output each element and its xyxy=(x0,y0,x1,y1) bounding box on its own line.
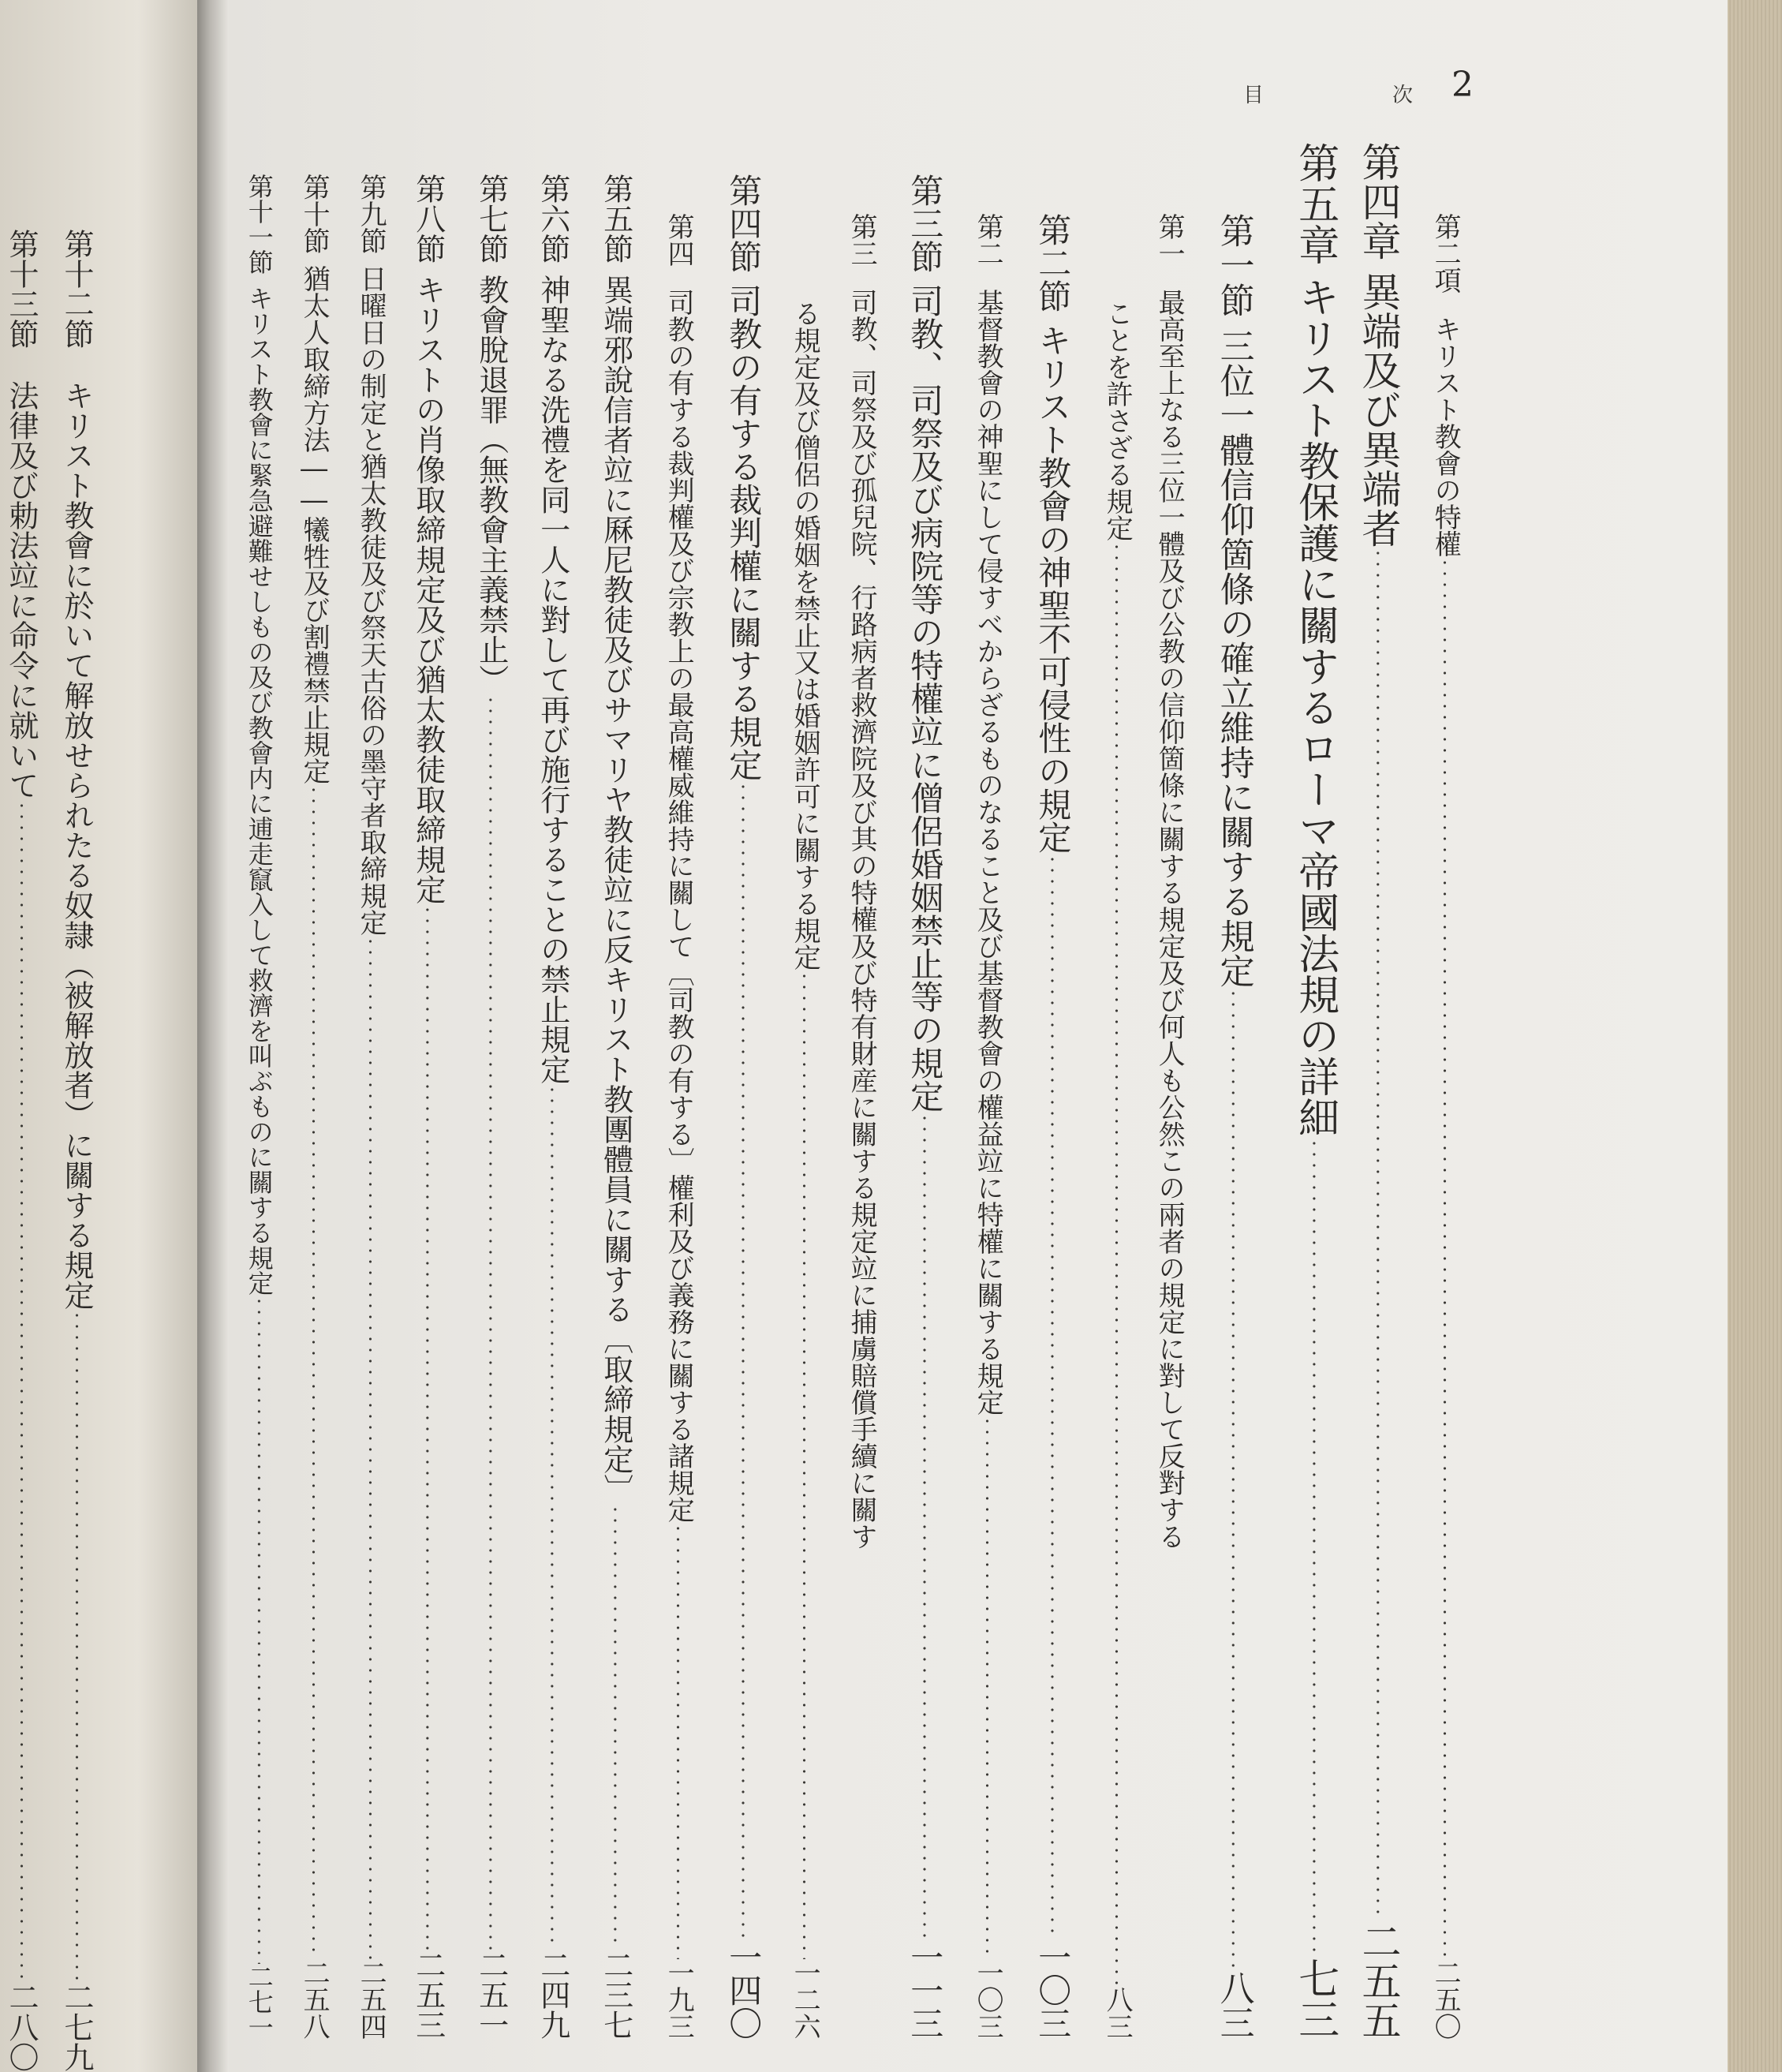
entry-title: 教會脫退罪（無教會主義禁止） xyxy=(473,275,509,694)
entry-label: 第二節 xyxy=(1033,213,1073,312)
entry-label: 第五節 xyxy=(598,174,633,264)
toc-entry xyxy=(1355,142,1401,2040)
entry-label: 第三 xyxy=(846,213,878,267)
leader-dots xyxy=(55,1310,99,1982)
leader-dots xyxy=(1101,541,1132,1986)
toc-entry xyxy=(298,174,329,2040)
entry-page: 八三 xyxy=(1101,1986,1134,2040)
entry-title: 神聖なる洗禮を同一人に對して再び施行することの禁止規定 xyxy=(535,275,570,1084)
entry-page: 二五八 xyxy=(298,1959,331,2040)
entry-title: 司教の有する裁判權及び宗教上の最高權威維持に關して〔司教の有する〕權利及び義務に關する諸規定 xyxy=(663,289,695,1523)
toc-entry xyxy=(1429,213,1460,2040)
entry-title: る規定及び僧侶の婚姻を禁止又は婚姻許可に關する規定 xyxy=(789,300,821,971)
entry-page: 二三七 xyxy=(598,1950,633,2040)
entry-title: 猶太人取締方法――犧牲及び割禮禁止規定 xyxy=(298,265,331,784)
toc-entry xyxy=(789,300,820,2040)
entry-label: 第十一節 xyxy=(244,174,275,275)
leader-dots xyxy=(1033,854,1071,1940)
entry-title: キリスト教保護に關するローマ帝國法規の詳細 xyxy=(1291,276,1339,1138)
toc-entry xyxy=(473,174,508,2040)
toc-entry xyxy=(1153,213,1184,2040)
entry-page: 一四〇 xyxy=(724,1940,764,2040)
leader-dots xyxy=(410,904,445,1950)
previous-page xyxy=(0,0,197,2072)
entry-title: 日曜日の制定と猶太教徒及び祭天古俗の墨守者取締規定 xyxy=(355,265,387,936)
toc-entry xyxy=(55,229,99,2072)
entry-label: 第十二節 xyxy=(59,229,94,349)
leader-dots xyxy=(1213,988,1253,1970)
toc-entry xyxy=(245,174,274,2040)
book-gutter xyxy=(197,0,229,2072)
entry-page: 一九三 xyxy=(663,1959,695,2040)
leader-dots xyxy=(355,936,386,1959)
entry-label: 第四節 xyxy=(724,174,764,273)
toc-entry xyxy=(410,174,445,2040)
entry-title: 司教の有する裁判權に關する規定 xyxy=(724,284,764,781)
toc-entry xyxy=(1033,213,1071,2040)
entry-page: 一一三 xyxy=(906,1940,945,2040)
entry-title: キリスト教會に於いて解放せられたる奴隷（被解放者）に關する規定 xyxy=(59,380,94,1310)
entry-page: 二七九 xyxy=(59,1982,94,2072)
leader-dots xyxy=(789,971,820,1959)
entry-label: 第二 xyxy=(972,213,1004,267)
entry-label: 第二項 xyxy=(1429,213,1462,294)
entry-title: キリスト教會に緊急避難せしもの及び教會内に逋走竄入して救濟を叫ぶものに關する規定 xyxy=(244,286,275,1296)
leader-dots xyxy=(473,694,508,1950)
entry-page: 一二六 xyxy=(789,1959,821,2040)
leader-dots xyxy=(972,1416,1003,1959)
entry-page: 二五一 xyxy=(473,1950,509,2040)
entry-title: ことを許さざる規定 xyxy=(1101,300,1134,541)
toc-entry xyxy=(1291,142,1338,2040)
toc-entry xyxy=(1101,300,1132,2040)
entry-page: 一〇三 xyxy=(1033,1940,1073,2040)
leader-dots xyxy=(0,800,43,1982)
entry-label: 第一 xyxy=(1153,213,1186,267)
entry-page: 八三 xyxy=(1213,1970,1254,2040)
entry-label: 第十節 xyxy=(298,174,331,254)
toc-entry xyxy=(535,174,570,2040)
page-number: 2 xyxy=(1451,65,1474,105)
entry-label: 第五章 xyxy=(1291,142,1339,265)
toc-entry xyxy=(598,174,633,2040)
entry-label: 第七節 xyxy=(473,174,509,264)
leader-dots xyxy=(1291,1138,1338,1958)
entry-page: 二五三 xyxy=(410,1950,446,2040)
entry-title: 異端邪說信者竝に厤尼教徒及びサマリヤ教徒竝に反キリスト教團體員に關する〔取締規定〕 xyxy=(598,275,633,1504)
entry-label: 第八節 xyxy=(410,174,446,264)
toc-entry xyxy=(1213,213,1253,2040)
entry-title: キリスト教會の神聖不可侵性の規定 xyxy=(1033,324,1073,854)
entry-label: 第九節 xyxy=(355,174,387,254)
entry-page: 七三 xyxy=(1291,1958,1339,2040)
toc-entry xyxy=(355,174,386,2040)
entry-title: 法律及び勅法竝に命令に就いて xyxy=(4,380,39,800)
running-header-right: 次 xyxy=(1392,84,1414,107)
leader-dots xyxy=(906,1113,943,1940)
entry-title: 司教、司祭及び孤兒院、行路病者救濟院及び其の特權及び特有財産に關する規定竝に捕虜賠償手續に關す xyxy=(846,289,878,1550)
entry-page: 一〇三 xyxy=(972,1959,1004,2040)
toc-entry xyxy=(846,213,876,2040)
entry-title: キリスト教會の特權 xyxy=(1429,316,1462,557)
leader-dots xyxy=(245,1296,274,1964)
entry-page: 二八〇 xyxy=(4,1982,39,2072)
entry-page: 二五〇 xyxy=(1429,1959,1462,2040)
toc-entry xyxy=(724,174,762,2040)
leader-dots xyxy=(663,1523,693,1959)
entry-title: 三位一體信仰箇條の確立維持に關する規定 xyxy=(1213,328,1254,988)
toc-entry xyxy=(663,213,693,2040)
toc-entry xyxy=(972,213,1003,2040)
entry-label: 第十三節 xyxy=(4,229,39,349)
leader-dots xyxy=(535,1084,570,1950)
entry-title: 異端及び異端者 xyxy=(1355,271,1402,548)
entry-label: 第四 xyxy=(663,213,695,267)
leader-dots xyxy=(724,781,762,1940)
running-header-left: 目 xyxy=(1243,84,1265,107)
entry-label: 第六節 xyxy=(535,174,570,264)
leader-dots xyxy=(1355,548,1401,1921)
leader-dots xyxy=(298,784,329,1959)
entry-page: 二四九 xyxy=(535,1950,570,2040)
toc-entry xyxy=(906,174,943,2040)
entry-title: 司教、司祭及び病院等の特權竝に僧侶婚姻禁止等の規定 xyxy=(906,284,945,1113)
entry-label: 第一節 xyxy=(1213,213,1254,317)
entry-page: 二五五 xyxy=(1355,1921,1402,2040)
entry-title: キリストの肖像取締規定及び猶太教徒取締規定 xyxy=(410,275,446,904)
entry-title: 最高至上なる三位一體及び公教の信仰箇條に關する規定及び何人も公然この兩者の規定に對して反對する xyxy=(1153,289,1186,1550)
entry-page: 二五四 xyxy=(355,1959,387,2040)
entry-label: 第三節 xyxy=(906,174,945,273)
entry-page: 二七一 xyxy=(244,1964,275,2040)
entry-title: 基督教會の神聖にして侵すべからざるものなること及び基督教會の權益竝に特權に關する規定 xyxy=(972,289,1004,1416)
page-block-edge xyxy=(1728,0,1782,2072)
leader-dots xyxy=(598,1504,633,1950)
leader-dots xyxy=(1429,557,1460,1959)
toc-entry xyxy=(0,229,43,2072)
entry-label: 第四章 xyxy=(1355,142,1402,260)
